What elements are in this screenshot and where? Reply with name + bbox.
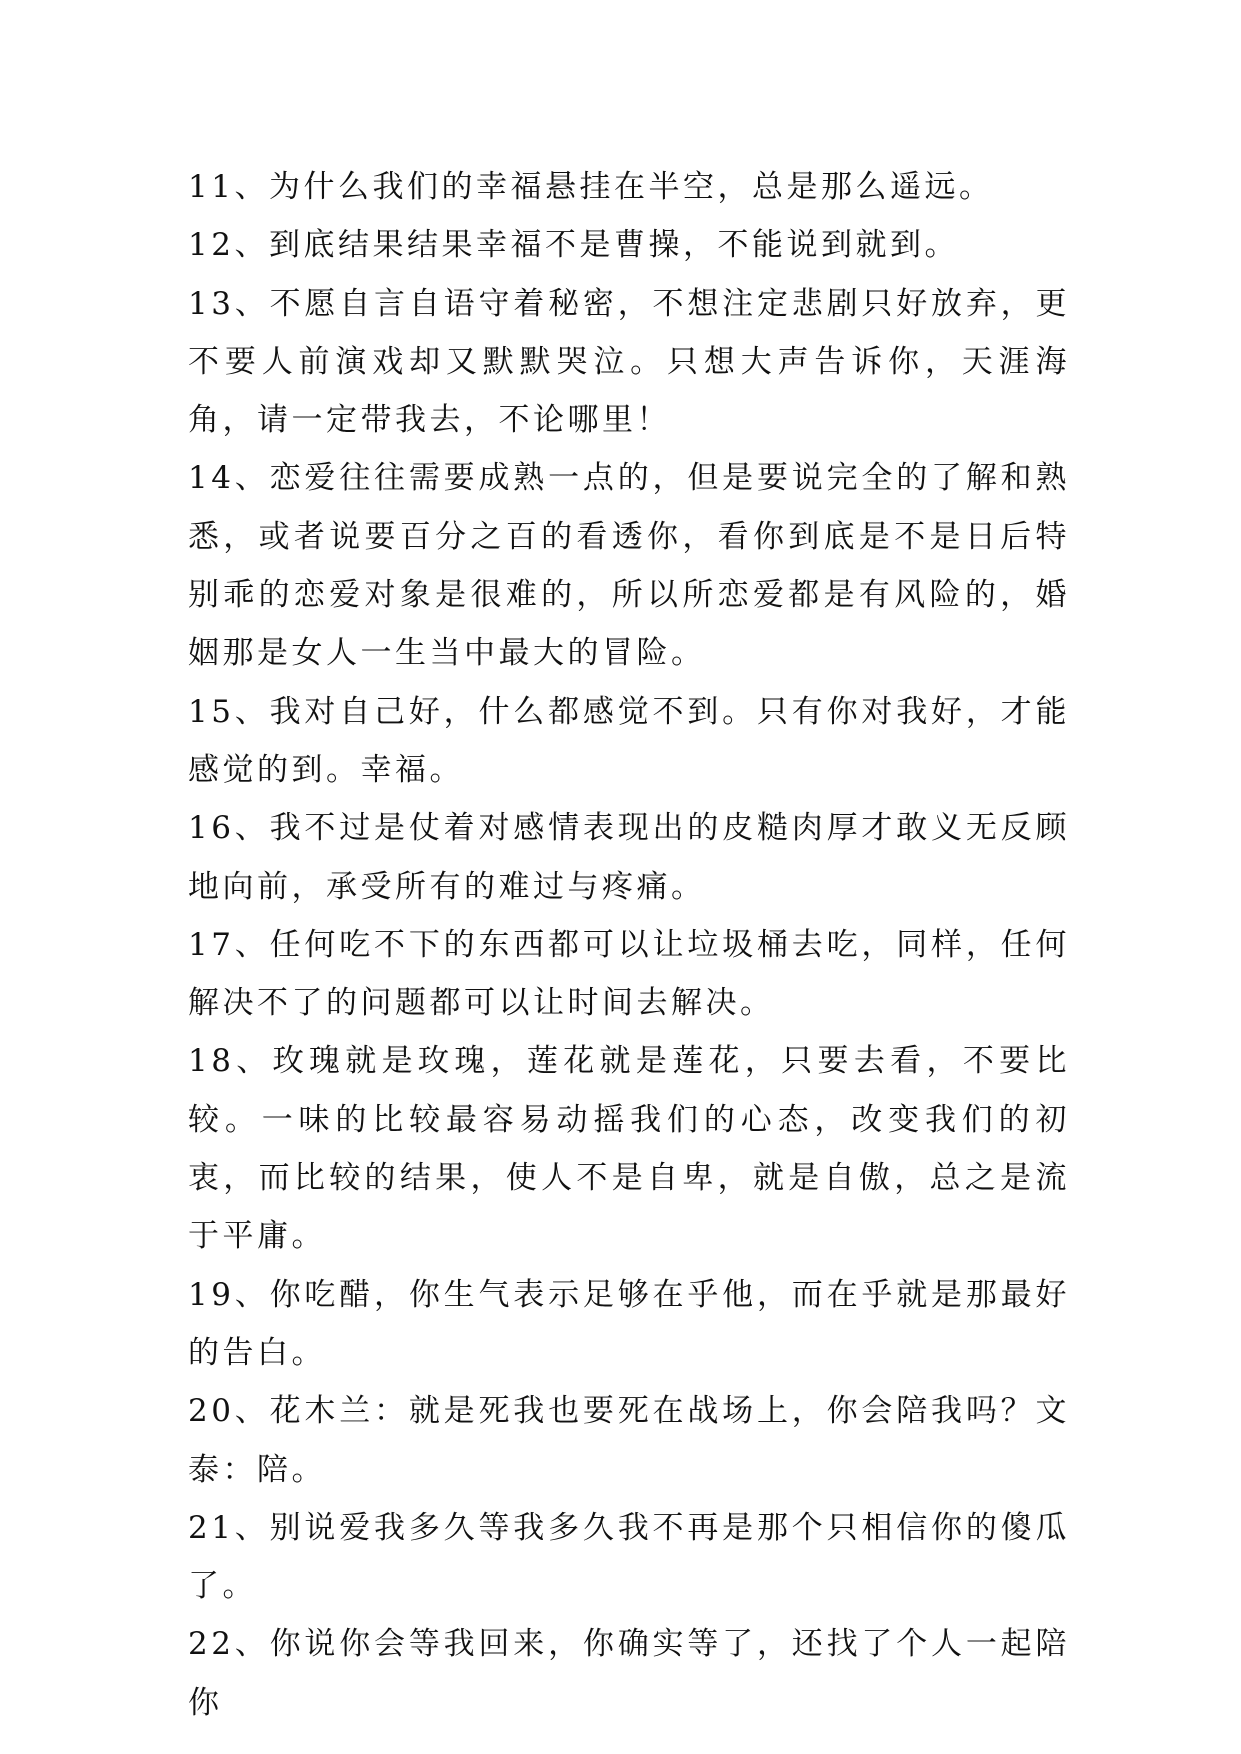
paragraph-22: 22、你说你会等我回来，你确实等了，还找了个人一起陪你 xyxy=(188,1626,1070,1721)
paragraph-11: 11、为什么我们的幸福悬挂在半空，总是那么遥远。 xyxy=(188,169,994,205)
paragraph-17: 17、任何吃不下的东西都可以让垃圾桶去吃，同样，任何解决不了的问题都可以让时间去解决。 xyxy=(188,926,1070,1022)
paragraph-12: 12、到底结果结果幸福不是曹操，不能说到就到。 xyxy=(188,227,959,264)
paragraph-14: 14、恋爱往往需要成熟一点的，但是要说完全的了解和熟悉，或者说要百分之百的看透你，看你到底是不是日后特别乖的恋爱对象是很难的，所以所恋爱都是有风险的，婚姻那是女人一生当中最大的冒险。 xyxy=(188,460,1070,672)
paragraph-20: 20、花木兰：就是死我也要死在战场上，你会陪我吗？文泰：陪。 xyxy=(188,1393,1070,1488)
paragraph-16: 16、我不过是仗着对感情表现出的皮糙肉厚才敢义无反顾地向前，承受所有的难过与疼痛。 xyxy=(188,810,1070,905)
paragraph-19: 19、你吃醋，你生气表示足够在乎他，而在乎就是那最好的告白。 xyxy=(188,1276,1070,1371)
paragraph-15: 15、我对自己好，什么都感觉不到。只有你对我好，才能感觉的到。幸福。 xyxy=(188,693,1070,788)
paragraph-13: 13、不愿自言自语守着秘密，不想注定悲剧只好放弃，更不要人前演戏却又默默哭泣。只想大声告诉你，天涯海角，请一定带我去，不论哪里！ xyxy=(188,285,1070,439)
paragraph-21: 21、别说爱我多久等我多久我不再是那个只相信你的傻瓜了。 xyxy=(188,1509,1070,1605)
document-body xyxy=(188,158,1070,1732)
paragraph-18: 18、玫瑰就是玫瑰，莲花就是莲花，只要去看，不要比较。一味的比较最容易动摇我们的心态，改变我们的初衷，而比较的结果，使人不是自卑，就是自傲，总之是流于平庸。 xyxy=(188,1043,1070,1255)
